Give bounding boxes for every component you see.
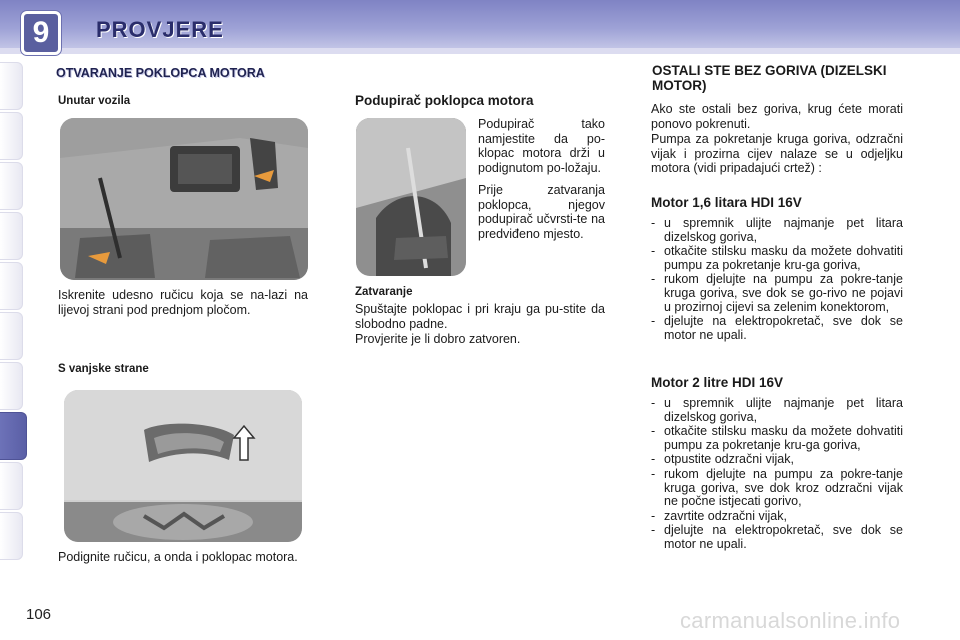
motor-16-step: - u spremnik ulijte najmanje pet litara dizelskog goriva, [651,217,903,244]
hood-prop-secure-text: Prije zatvaranja poklopca, njegov podupirač učvrsti-te na predviđeno mjesto. [478,183,605,241]
motor-2-step: - otpustite odzračni vijak, [651,453,903,467]
motor-2-step: - zavrtite odzračni vijak, [651,510,903,524]
chapter-number-badge: 9 [21,11,61,55]
inside-subtitle: Unutar vozila [58,95,131,107]
motor-2-step: - otkačite stilsku masku da možete dohvatiti pumpu za pokretanje kru-ga goriva, [651,425,903,452]
chapter-tab[interactable] [0,462,23,510]
outside-release-text: Podignite ručicu, a onda i poklopac motora. [58,550,298,564]
hood-prop-photo [356,118,466,276]
motor-16-step: - otkačite stilsku masku da možete dohvatiti pumpu za pokretanje kru-ga goriva, [651,245,903,272]
chapter-tab[interactable] [0,112,23,160]
watermark: carmanualsonline.info [680,608,901,633]
inside-release-photo [60,118,308,280]
out-of-fuel-pump-text: Pumpa za pokretanje kruga goriva, odzračni vijak i prozirna cijev nalaze se u odjeljku motora (vidi pripadajući crtež) : [651,132,903,175]
out-of-fuel-title: OSTALI STE BEZ GORIVA (DIZELSKI MOTOR) [652,63,887,93]
chapter-tab[interactable] [0,212,23,260]
chapter-tab[interactable] [0,362,23,410]
outside-release-photo [64,390,302,542]
motor-2-step: - rukom djelujte na pumpu za pokre-tanje kruga goriva, sve dok kroz odzračni vijak ne počne istjecati gorivo, [651,468,903,509]
motor-2-title: Motor 2 litre HDI 16V [651,375,784,390]
hood-prop-text: Podupirač tako namjestite da po-klopac motora drži u podignutom po-ložaju. [478,117,605,175]
chapter-tab[interactable] [0,62,23,110]
chapter-tab[interactable] [0,162,23,210]
chapter-tabs [0,62,32,562]
page-number: 106 [26,606,52,623]
chapter-title: PROVJERE [96,17,224,42]
outside-subtitle: S vanjske strane [58,363,149,375]
out-of-fuel-intro: Ako ste ostali bez goriva, krug ćete morati ponovo pokrenuti. [651,102,903,131]
motor-16-step: - rukom djelujte na pumpu za pokre-tanje kruga goriva, sve dok se go-rivo ne pojavi u prozirnoj cijevi sa zelenim konektorom, [651,273,903,314]
chapter-tab[interactable] [0,312,23,360]
chapter-tab[interactable] [0,512,23,560]
motor-16-steps [651,217,903,343]
motor-16-step: - djelujte na elektropokretač, sve dok se motor ne upali. [651,315,903,342]
motor-2-step: - u spremnik ulijte najmanje pet litara dizelskog goriva, [651,397,903,424]
hood-prop-title: Podupirač poklopca motora [355,93,534,108]
motor-2-step: - djelujte na elektropokretač, sve dok se motor ne upali. [651,524,903,551]
header-strip [0,48,960,54]
closing-text: Spuštajte poklopac i pri kraju ga pu-stite da slobodno padne. [355,302,605,331]
chapter-tab-active[interactable] [0,412,27,460]
closing-check-text: Provjerite je li dobro zatvoren. [355,332,521,346]
inside-release-text: Iskrenite udesno ručicu koja se na-lazi na lijevoj strani pod prednjom pločom. [58,288,308,317]
closing-subtitle: Zatvaranje [355,286,413,298]
chapter-tab[interactable] [0,262,23,310]
motor-16-title: Motor 1,6 litara HDI 16V [651,195,802,210]
section-title: OTVARANJE POKLOPCA MOTORA [56,66,265,80]
motor-2-steps [651,397,903,553]
